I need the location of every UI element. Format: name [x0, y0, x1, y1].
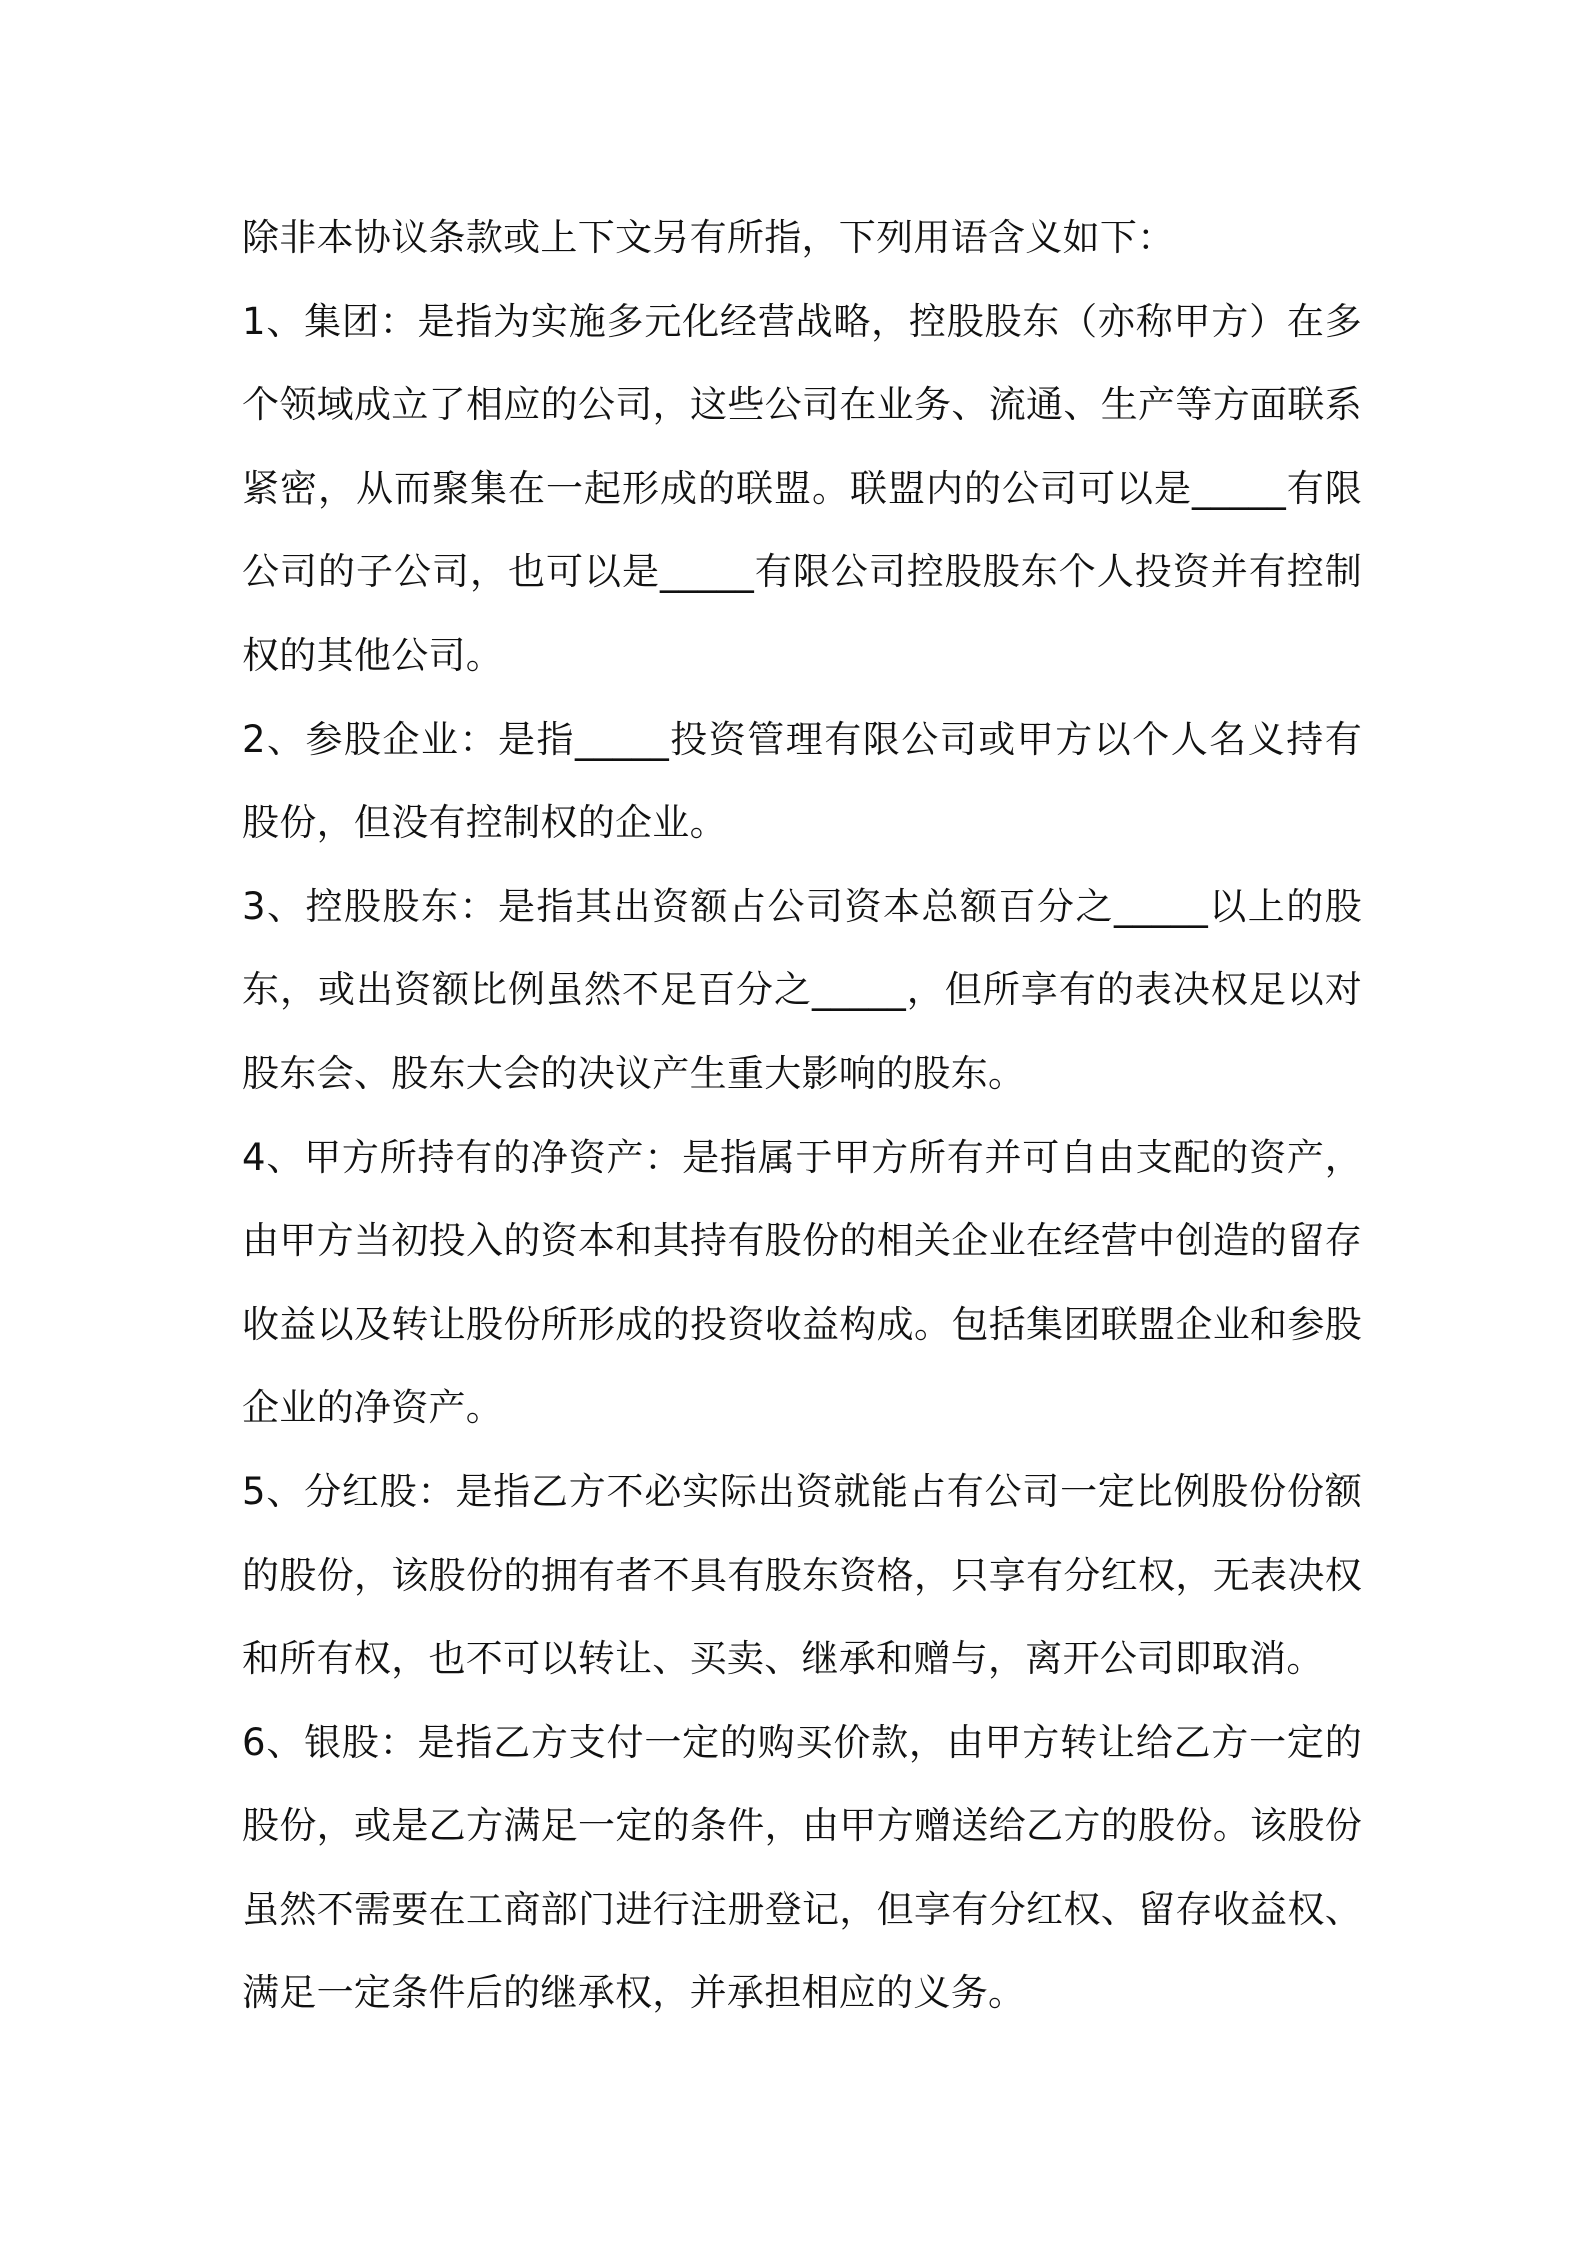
- intro-paragraph: 除非本协议条款或上下文另有所指，下列用语含义如下：: [242, 216, 1175, 259]
- document-body: [242, 196, 1362, 2035]
- definition-associated-enterprise: 2、参股企业：是指_____投资管理有限公司或甲方以个人名义持有股份，但没有控制权的企业。: [242, 717, 1362, 845]
- definition-controlling-shareholder: 3、控股股东：是指其出资额占公司资本总额百分之_____以上的股东，或出资额比例虽然不足百分之_____，但所享有的表决权足以对股东会、股东大会的决议产生重大影响的股东。: [242, 884, 1362, 1095]
- definition-dividend-shares: 5、分红股：是指乙方不必实际出资就能占有公司一定比例股份份额的股份，该股份的拥有者不具有股东资格，只享有分红权，无表决权和所有权，也不可以转让、买卖、继承和赠与，离开公司即取消。: [242, 1469, 1362, 1681]
- definition-silver-shares: 6、银股：是指乙方支付一定的购买价款，由甲方转让给乙方一定的股份，或是乙方满足一定的条件，由甲方赠送给乙方的股份。该股份虽然不需要在工商部门进行注册登记，但享有分红权、留存收益权、满足一定条件后的继承权，并承担相应的义务。: [242, 1720, 1362, 2015]
- definition-group: 1、集团：是指为实施多元化经营战略，控股股东（亦称甲方）在多个领域成立了相应的公司，这些公司在业务、流通、生产等方面联系紧密，从而聚集在一起形成的联盟。联盟内的公司可以是_____有限公司的子公司，也可以是_____有限公司控股股东个人投资并有控制权的其他公司。: [242, 299, 1362, 677]
- definition-net-assets: 4、甲方所持有的净资产：是指属于甲方所有并可自由支配的资产，由甲方当初投入的资本和其持有股份的相关企业在经营中创造的留存收益以及转让股份所形成的投资收益构成。包括集团联盟企业和参股企业的净资产。: [242, 1135, 1362, 1430]
